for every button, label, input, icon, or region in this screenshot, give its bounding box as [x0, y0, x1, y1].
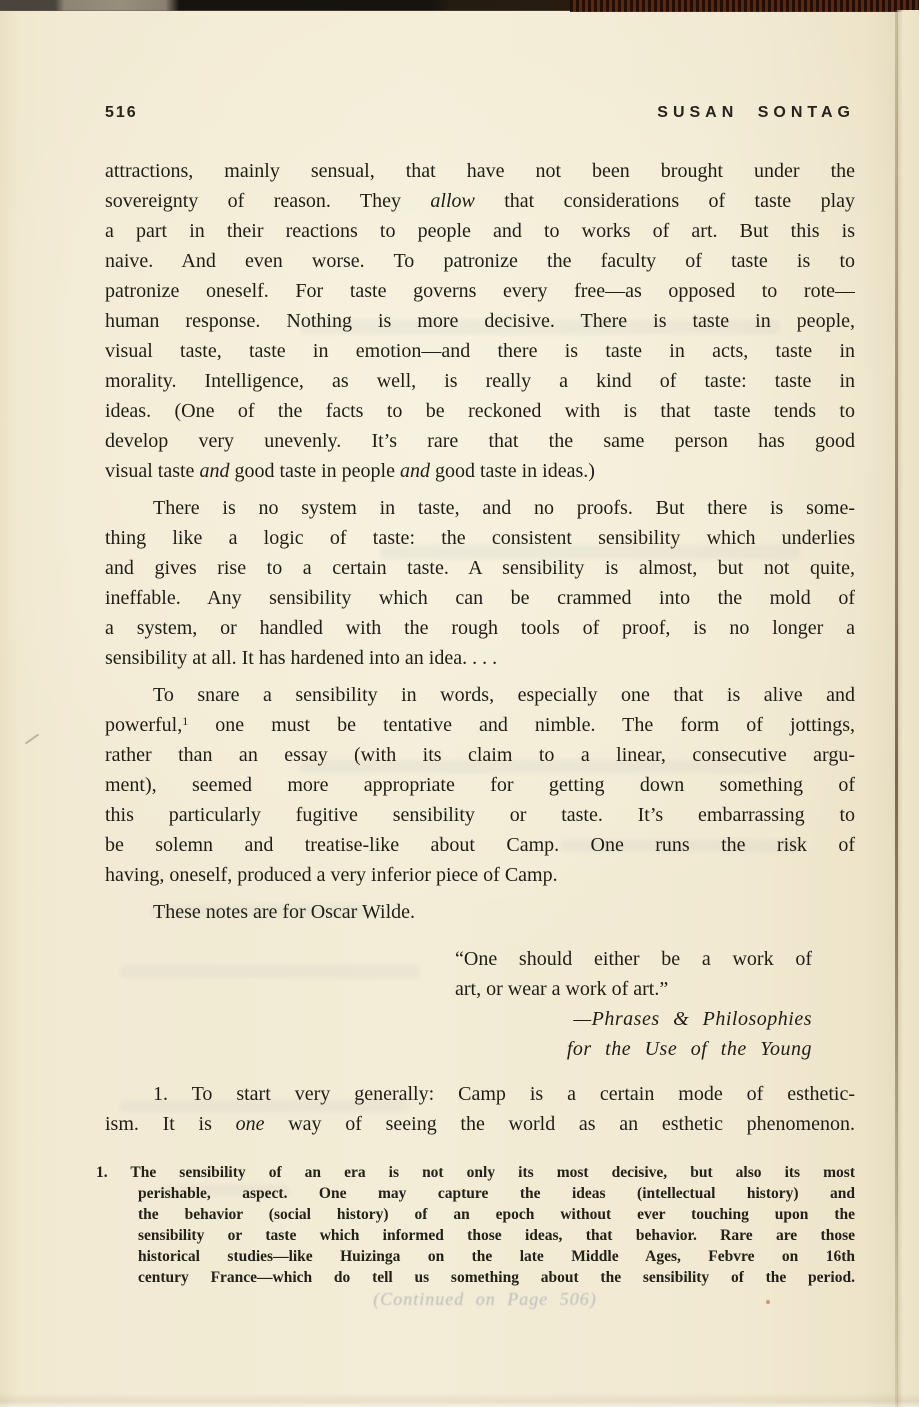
text-segment: ism. It is: [105, 1113, 236, 1135]
epigraph-quote-line: “One should either be a work of: [455, 948, 812, 970]
text-line: [105, 643, 855, 673]
text-line: [105, 897, 855, 927]
text-segment: rather than an essay (with its claim to a linear, consecutive argu-: [105, 744, 855, 766]
text-segment: To snare a sensibility in words, especially one that is alive and: [153, 684, 855, 706]
text-line: [105, 216, 855, 246]
footnote-reference: 1: [182, 714, 189, 728]
text-line: [105, 553, 855, 583]
page-content: [96, 0, 855, 1407]
text-line: [105, 306, 855, 336]
footnote-line: historical studies—like Huizinga on the late Middle Ages, Febvre on 16th: [138, 1248, 855, 1265]
text-segment: that considerations of taste play: [474, 190, 855, 212]
text-segment: There is no system in taste, and no proofs. But there is some-: [153, 497, 855, 519]
section-1-paragraph: [105, 1079, 855, 1139]
text-segment: attractions, mainly sensual, that have not been brought under the: [105, 160, 855, 182]
text-line: [105, 800, 855, 830]
text-line: [105, 1079, 855, 1109]
text-segment: These notes are for Oscar Wilde.: [153, 901, 416, 923]
text-segment: thing like a logic of taste: the consistent sensibility which underlies: [105, 527, 855, 549]
text-segment: morality. Intelligence, as well, is really a kind of taste: taste in: [105, 370, 855, 392]
text-line: [105, 336, 855, 366]
footnote-line: perishable, aspect. One may capture the ideas (intellectual history) and: [138, 1185, 855, 1202]
text-segment: a part in their reactions to people and to works of art. But this is: [105, 220, 855, 242]
footnote-line: sensibility or taste which informed those ideas, that behavior. Rare are those: [138, 1227, 855, 1244]
ghost-text: (Continued on Page 506): [373, 1289, 597, 1309]
text-segment: good taste in people: [229, 460, 400, 482]
text-line: [105, 740, 855, 770]
text-segment: and gives rise to a certain taste. A sensibility is almost, but not quite,: [105, 557, 855, 579]
footnote-line: the behavior (social history) of an epoch without ever touching upon the: [138, 1206, 855, 1223]
text-line: [105, 246, 855, 276]
text-line: [105, 366, 855, 396]
text-segment: be solemn and treatise-like about Camp. One runs the risk of: [105, 834, 855, 856]
text-segment: a system, or handled with the rough tools of proof, is no longer a: [105, 617, 855, 639]
italic-text-segment: and: [199, 460, 230, 482]
epigraph-attribution-line: for the Use of the Young: [566, 1038, 812, 1060]
text-segment: powerful,: [105, 714, 183, 736]
text-segment: good taste in ideas.): [429, 460, 595, 482]
epigraph: [455, 944, 812, 1064]
text-segment: develop very unevenly. It’s rare that the same person has good: [105, 430, 855, 452]
text-line: [105, 710, 855, 740]
text-segment: visual taste, taste in emotion—and there is taste in acts, taste in: [105, 340, 855, 362]
text-segment: sovereignty of reason. They: [105, 190, 431, 212]
running-head-author: SUSAN SONTAG: [657, 104, 855, 121]
paragraph: [105, 156, 855, 486]
footnote: [96, 1162, 855, 1288]
text-line: [105, 396, 855, 426]
text-line: [105, 613, 855, 643]
italic-text-segment: and: [399, 460, 430, 482]
page-stack-edge: [897, 10, 919, 1407]
text-segment: this particularly fugitive sensibility or taste. It’s embarrassing to: [105, 804, 855, 826]
text-segment: having, oneself, produced a very inferior piece of Camp.: [105, 864, 558, 886]
page-edge-line: [895, 10, 898, 1407]
text-line: [105, 276, 855, 306]
text-segment: ment), seemed more appropriate for getting down something of: [105, 774, 855, 796]
epigraph-quote: [455, 944, 812, 1004]
text-line: [105, 156, 855, 186]
text-segment: ideas. (One of the facts to be reckoned with is that taste tends to: [105, 400, 855, 422]
paragraph: [105, 897, 855, 927]
text-segment: 1. To start very generally: Camp is a certain mode of esthetic-: [153, 1083, 855, 1105]
page-number: 516: [105, 104, 138, 121]
text-segment: visual taste: [105, 460, 200, 482]
text-line: [105, 1109, 855, 1139]
italic-text-segment: one: [235, 1113, 265, 1135]
text-line: [105, 860, 855, 890]
body-text: [105, 156, 855, 927]
italic-text-segment: allow: [430, 190, 475, 212]
text-line: [105, 493, 855, 523]
text-segment: human response. Nothing is more decisive. There is taste in people,: [105, 310, 855, 332]
text-line: [105, 186, 855, 216]
text-line: [105, 426, 855, 456]
text-segment: ineffable. Any sensibility which can be crammed into the mold of: [105, 587, 855, 609]
text-line: [105, 456, 855, 486]
text-segment: patronize oneself. For taste governs every free—as opposed to rote—: [105, 280, 855, 302]
paragraph: [105, 493, 855, 673]
footnote-line: century France—which do tell us something about the sensibility of the period.: [138, 1269, 855, 1286]
text-line: [105, 583, 855, 613]
scratch-mark: [25, 734, 39, 745]
running-header: [105, 104, 855, 128]
paragraph: [105, 1079, 855, 1139]
text-line: [105, 830, 855, 860]
epigraph-attribution: [455, 1004, 812, 1064]
footnote-line: 1. The sensibility of an era is not only its most decisive, but also its most: [96, 1164, 855, 1181]
paragraph: [105, 680, 855, 890]
text-segment: naive. And even worse. To patronize the faculty of taste is to: [105, 250, 855, 272]
text-segment: one must be tentative and nimble. The form of jottings,: [188, 714, 855, 736]
text-line: [105, 523, 855, 553]
text-segment: sensibility at all. It has hardened into an idea. . . .: [105, 647, 498, 669]
epigraph-quote-line: art, or wear a work of art.”: [455, 978, 669, 1000]
epigraph-attribution-line: —Phrases & Philosophies: [573, 1008, 812, 1030]
text-segment: way of seeing the world as an esthetic phenomenon.: [264, 1113, 855, 1135]
text-line: [105, 770, 855, 800]
text-line: [105, 680, 855, 710]
